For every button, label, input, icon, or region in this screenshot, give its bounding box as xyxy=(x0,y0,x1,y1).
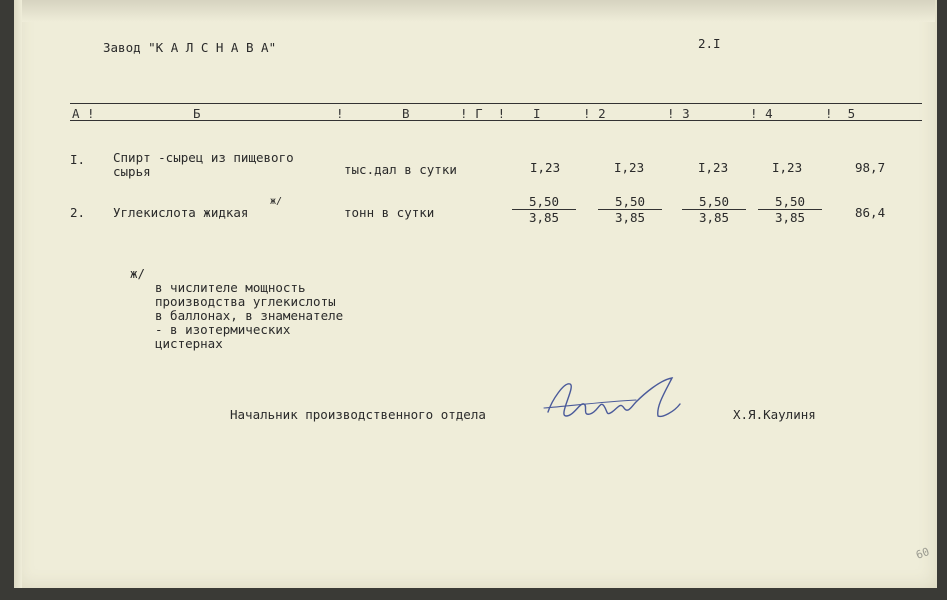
row-2-footnote-mark: ж/ xyxy=(270,196,283,207)
document-number: 2.I xyxy=(698,36,721,51)
row-2-col-5: 86,4 xyxy=(855,205,886,220)
signatory-title: Начальник производственного отдела xyxy=(230,407,486,422)
row-2-col-3-fraction xyxy=(682,194,746,225)
row-2-number: 2. xyxy=(70,205,86,220)
row-2-col-4-denominator: 3,85 xyxy=(774,210,806,225)
footnote-line3: в баллонах, в знаменателе xyxy=(155,308,344,323)
row-1-name-line1: Спирт -сырец из пищевого xyxy=(113,150,294,165)
row-1-col-3: I,23 xyxy=(698,160,729,175)
row-2-col-2-denominator: 3,85 xyxy=(614,210,646,225)
row-2-col-1-fraction xyxy=(512,194,576,225)
page-left-edge xyxy=(14,0,22,588)
row-1-col-2: I,23 xyxy=(614,160,645,175)
handwritten-signature xyxy=(540,372,700,432)
factory-name: Завод "К А Л С Н А В А" xyxy=(103,40,277,55)
col-1: I xyxy=(533,106,541,121)
signatory-name: Х.Я.Каулиня xyxy=(733,407,816,422)
row-1-col-1: I,23 xyxy=(530,160,561,175)
footnote-line5: цистернах xyxy=(155,336,223,351)
col-v: В xyxy=(402,106,410,121)
col-3: ! 3 xyxy=(667,106,690,121)
footnote-line4: - в изотермических xyxy=(155,322,291,337)
row-2-col-3-denominator: 3,85 xyxy=(698,210,730,225)
row-1-number: I. xyxy=(70,152,86,167)
row-2-col-2-numerator: 5,50 xyxy=(598,194,662,210)
row-2-name: Углекислота жидкая xyxy=(113,205,249,220)
footnote-mark: ж/ xyxy=(130,266,146,281)
page-top-edge xyxy=(14,0,935,22)
header-top-rule xyxy=(70,103,922,104)
row-1-col-5: 98,7 xyxy=(855,160,886,175)
row-2-col-1-denominator: 3,85 xyxy=(528,210,560,225)
row-2-col-3-numerator: 5,50 xyxy=(682,194,746,210)
row-2-col-4-fraction xyxy=(758,194,822,225)
row-2-col-4-numerator: 5,50 xyxy=(758,194,822,210)
col-5: ! 5 xyxy=(825,106,856,121)
row-1-col-4: I,23 xyxy=(772,160,803,175)
row-1-name-line2: сырья xyxy=(113,164,151,179)
row-2-col-2-fraction xyxy=(598,194,662,225)
col-b: Б xyxy=(193,106,201,121)
col-g: ! Г ! xyxy=(460,106,506,121)
row-1-unit: тыс.дал в сутки xyxy=(344,162,457,177)
row-2-unit: тонн в сутки xyxy=(344,205,435,220)
col-b-sep: ! xyxy=(336,106,344,121)
col-2: ! 2 xyxy=(583,106,606,121)
page-mark: 60 xyxy=(913,545,931,562)
col-a: А ! xyxy=(72,106,95,121)
footnote-line1: в числителе мощность xyxy=(155,280,306,295)
col-4: ! 4 xyxy=(750,106,773,121)
document-page xyxy=(14,0,937,588)
row-2-col-1-numerator: 5,50 xyxy=(512,194,576,210)
footnote-line2: производства углекислоты xyxy=(155,294,336,309)
